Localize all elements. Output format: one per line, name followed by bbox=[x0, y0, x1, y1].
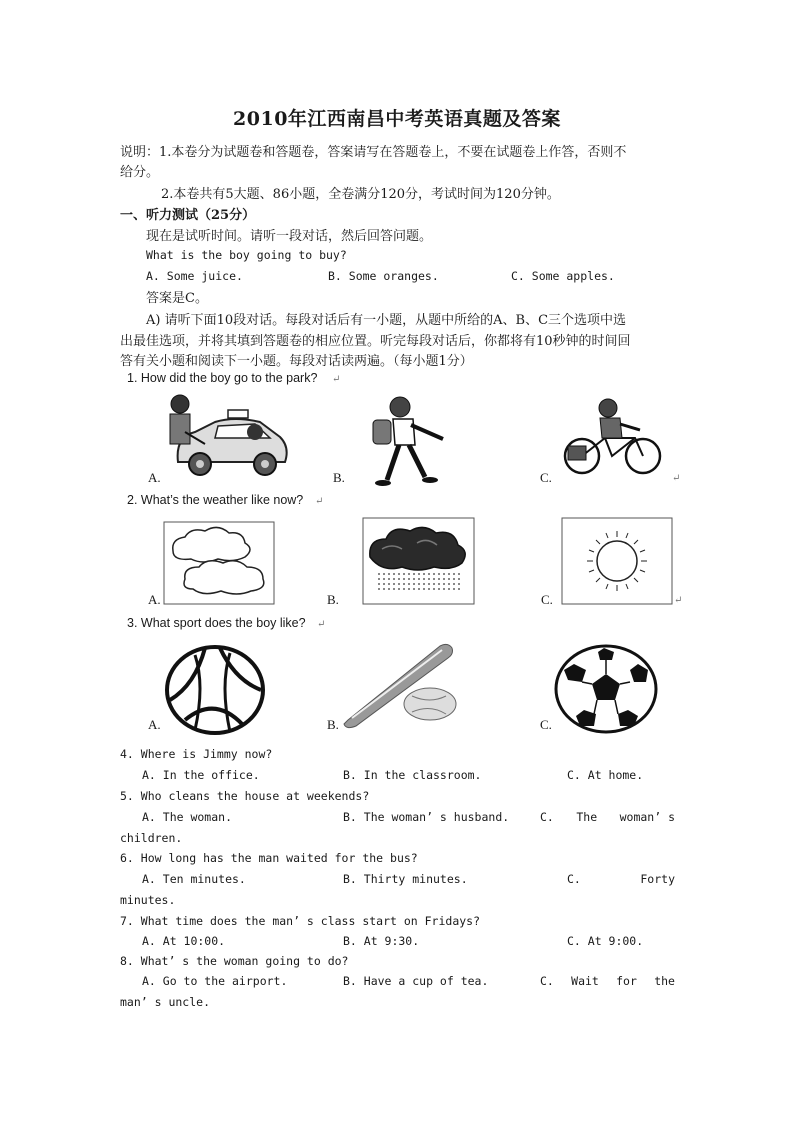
q8-option-c bbox=[540, 974, 675, 988]
q7-option-b: B. At 9:30. bbox=[343, 934, 420, 948]
car-illustration bbox=[160, 392, 295, 482]
cloudy-weather-illustration bbox=[163, 521, 275, 605]
q8-option-c-part: for bbox=[616, 974, 637, 988]
q5-option-a: A. The woman. bbox=[142, 810, 233, 824]
instruction-line-1b: 给分。 bbox=[120, 165, 160, 180]
part-a-instruction-1: A) 请听下面10段对话。每段对话后有一小题，从题中所给的A、B、C三个选项中选 bbox=[146, 313, 627, 328]
sample-intro: 现在是试听时间。请听一段对话，然后回答问题。 bbox=[146, 229, 433, 244]
rainy-weather-illustration bbox=[362, 517, 475, 605]
q6-option-b: B. Thirty minutes. bbox=[343, 872, 468, 886]
picture-question-3: 3. What sport does the boy like? bbox=[127, 616, 306, 630]
q3-label-a: A. bbox=[148, 717, 161, 732]
question-5: 5. Who cleans the house at weekends? bbox=[120, 789, 370, 803]
walking-boy-illustration bbox=[365, 395, 455, 487]
bicycle-boy-illustration bbox=[560, 398, 665, 478]
q6-option-c-part: C. bbox=[567, 872, 581, 886]
q4-option-c: C. At home. bbox=[567, 768, 644, 782]
q5-option-c-part: C. bbox=[540, 810, 554, 824]
q8-option-c-part: Wait bbox=[571, 974, 599, 988]
q8-option-c-part: the bbox=[654, 974, 675, 988]
q4-option-b: B. In the classroom. bbox=[343, 768, 482, 782]
q5-option-b: B. The woman’ s husband. bbox=[343, 810, 510, 824]
q8-option-c-continued: man’ s uncle. bbox=[120, 995, 211, 1009]
q6-option-c-continued: minutes. bbox=[120, 893, 176, 907]
return-mark-icon: ↵ bbox=[317, 619, 326, 630]
return-mark-icon: ↵ bbox=[672, 473, 681, 484]
q3-label-c: C. bbox=[540, 717, 552, 732]
q7-option-c: C. At 9:00. bbox=[567, 934, 644, 948]
return-mark-icon: ↵ bbox=[332, 374, 341, 385]
q8-option-b: B. Have a cup of tea. bbox=[343, 974, 489, 988]
q4-option-a: A. In the office. bbox=[142, 768, 260, 782]
q8-option-c-part: C. bbox=[540, 974, 554, 988]
sample-answer: 答案是C。 bbox=[146, 291, 208, 306]
q2-label-a: A. bbox=[148, 592, 161, 607]
soccer-ball-illustration bbox=[554, 644, 659, 734]
q5-option-c-continued: children. bbox=[120, 831, 183, 845]
q1-label-a: A. bbox=[148, 470, 161, 485]
volleyball-illustration bbox=[165, 645, 265, 735]
q6-option-a: A. Ten minutes. bbox=[142, 872, 246, 886]
sample-option-b: B. Some oranges. bbox=[328, 269, 439, 283]
q1-label-c: C. bbox=[540, 470, 552, 485]
q8-option-a: A. Go to the airport. bbox=[142, 974, 288, 988]
picture-question-2: 2. What’s the weather like now? bbox=[127, 493, 304, 507]
q5-option-c bbox=[540, 810, 675, 824]
question-6: 6. How long has the man waited for the bus? bbox=[120, 851, 418, 865]
q7-option-a: A. At 10:00. bbox=[142, 934, 226, 948]
baseball-illustration bbox=[340, 638, 462, 730]
part-a-instruction-3: 答有关小题和阅读下一小题。每段对话读两遍。（每小题1分） bbox=[120, 354, 473, 369]
q1-label-b: B. bbox=[333, 470, 345, 485]
q5-option-c-part: woman’ s bbox=[619, 810, 675, 824]
picture-question-1: 1. How did the boy go to the park? bbox=[127, 371, 318, 385]
instruction-line-2: 2.本卷共有5大题、86小题，全卷满分120分，考试时间为120分钟。 bbox=[161, 187, 560, 202]
sample-question: What is the boy going to buy? bbox=[146, 248, 347, 262]
q6-option-c bbox=[567, 872, 675, 886]
question-4: 4. Where is Jimmy now? bbox=[120, 747, 273, 761]
part-a-instruction-2: 出最佳选项，并将其填到答题卷的相应位置。听完每段对话后，你都将有10秒钟的时间回 bbox=[120, 334, 631, 349]
section-heading-listening: 一、听力测试（25分） bbox=[120, 208, 256, 223]
q3-label-b: B. bbox=[327, 717, 339, 732]
return-mark-icon: ↵ bbox=[674, 595, 683, 606]
q6-option-c-part: Forty bbox=[640, 872, 675, 886]
question-8: 8. What’ s the woman going to do? bbox=[120, 954, 349, 968]
sunny-weather-illustration bbox=[561, 517, 673, 605]
page-title: 2010年江西南昌中考英语真题及答案 bbox=[233, 108, 561, 130]
sample-option-a: A. Some juice. bbox=[146, 269, 243, 283]
sample-option-c: C. Some apples. bbox=[511, 269, 615, 283]
q2-label-c: C. bbox=[541, 592, 553, 607]
question-7: 7. What time does the man’ s class start on Fridays? bbox=[120, 914, 481, 928]
q2-label-b: B. bbox=[327, 592, 339, 607]
return-mark-icon: ↵ bbox=[315, 496, 324, 507]
q5-option-c-part: The bbox=[576, 810, 598, 824]
instruction-line-1: 说明：1.本卷分为试题卷和答题卷，答案请写在答题卷上，不要在试题卷上作答，否则不 bbox=[120, 145, 627, 160]
